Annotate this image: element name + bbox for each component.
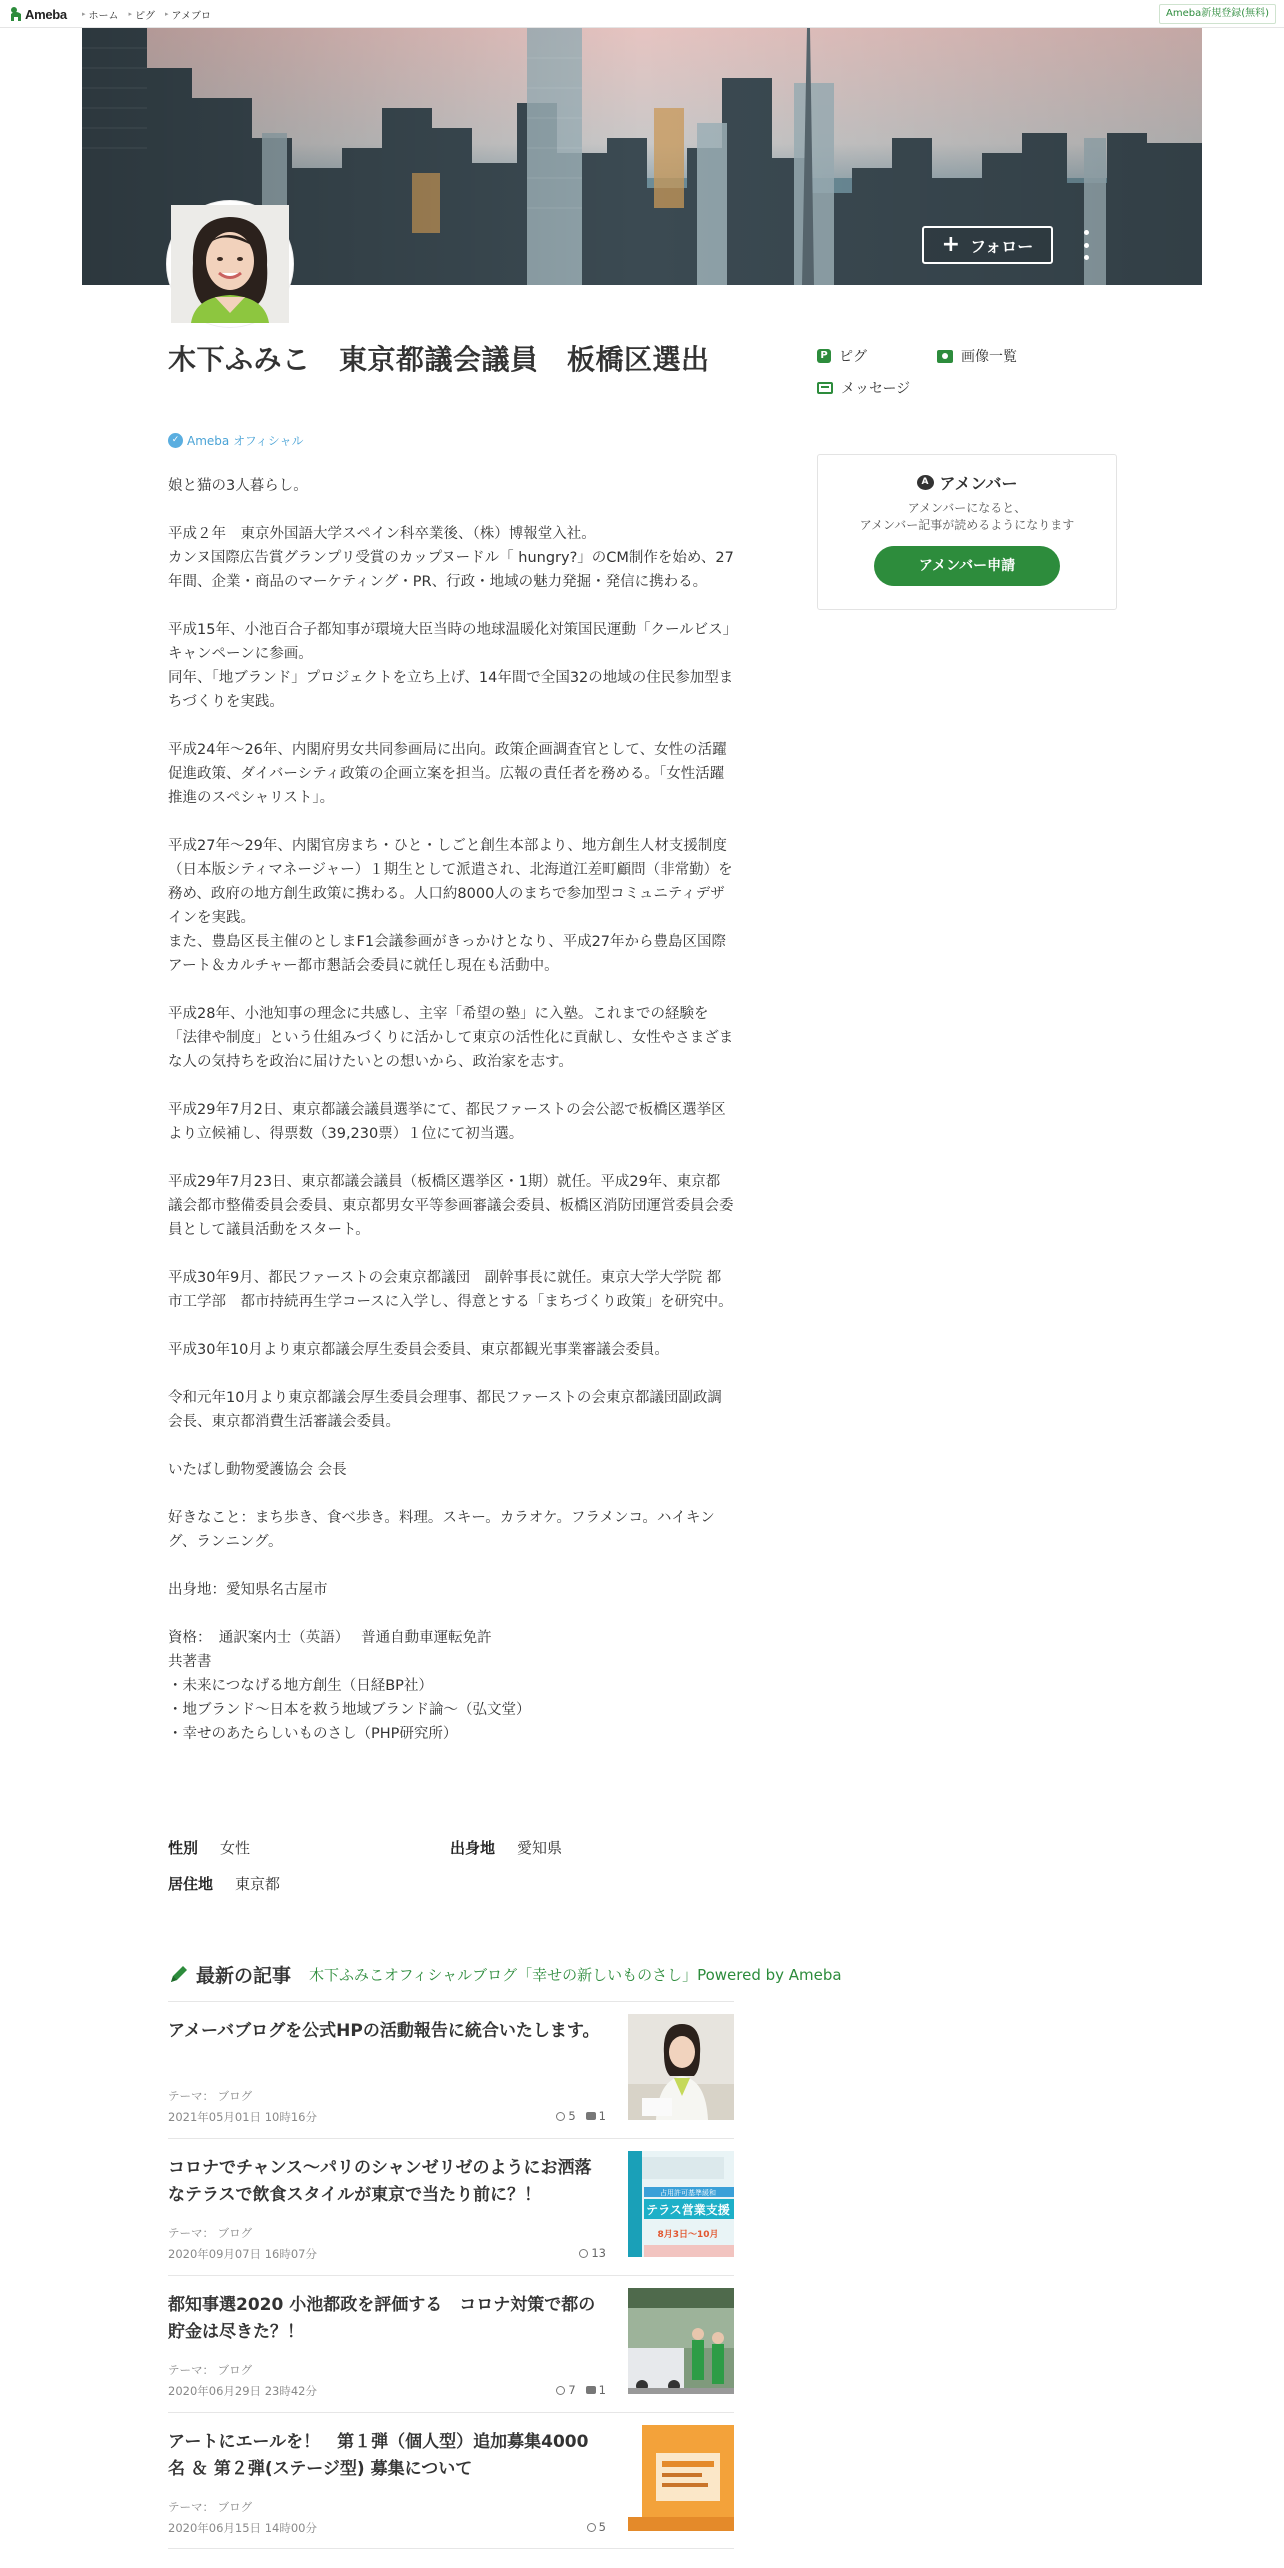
nav-ameblo[interactable] xyxy=(165,7,211,22)
like-count xyxy=(556,2109,575,2123)
sidebar-links xyxy=(817,340,1117,404)
thumbnail-art-yell xyxy=(628,2425,734,2531)
thumbnail-text: テラス営業支援 xyxy=(646,2203,730,2217)
article-stats xyxy=(556,2109,606,2123)
article-theme[interactable]: テーマ： ブログ xyxy=(168,2500,253,2514)
article-item[interactable] xyxy=(168,2412,734,2549)
sidebar-link-label: メッセージ xyxy=(841,381,911,397)
blog-name-link[interactable]: 木下ふみこオフィシャルブログ「幸せの新しいものさし」Powered by Ameba xyxy=(309,1965,842,1984)
comment-icon xyxy=(586,2112,596,2120)
profile-avatar[interactable] xyxy=(167,201,293,327)
article-date: 2020年06月29日 23時42分 xyxy=(168,2384,317,2398)
nav-home[interactable] xyxy=(82,7,119,22)
like-count xyxy=(587,2520,606,2534)
amember-title xyxy=(818,471,1116,494)
article-date: 2020年06月15日 14時00分 xyxy=(168,2521,317,2535)
more-dot-icon xyxy=(1084,255,1089,260)
amember-desc-line: アメンバーになると、 xyxy=(907,501,1027,515)
more-dot-icon xyxy=(1084,243,1089,248)
thumbnail-text: 8月3日～10月 xyxy=(657,2230,719,2240)
article-stats xyxy=(556,2383,606,2397)
like-count-value: 5 xyxy=(598,2520,606,2534)
article-list xyxy=(168,2001,734,2549)
global-header xyxy=(0,0,1284,28)
global-nav xyxy=(82,0,211,28)
nav-ameblo-label: アメブロ xyxy=(171,10,211,22)
sidebar-link-message[interactable] xyxy=(817,378,937,398)
official-badge[interactable] xyxy=(168,432,304,449)
caret-icon: ▸ xyxy=(128,10,133,18)
more-dot-icon xyxy=(1084,230,1089,235)
attr-value: 東京都 xyxy=(235,1874,281,1893)
article-item[interactable] xyxy=(168,2001,734,2138)
ameba-logo[interactable] xyxy=(9,5,67,23)
article-theme[interactable]: テーマ： ブログ xyxy=(168,2089,253,2103)
article-thumbnail[interactable] xyxy=(628,2425,734,2531)
like-icon xyxy=(556,2386,565,2395)
nav-home-label: ホーム xyxy=(88,10,119,22)
like-count-value: 5 xyxy=(568,2109,576,2123)
article-stats xyxy=(579,2246,606,2260)
ameba-logo-icon xyxy=(9,6,23,22)
amember-box xyxy=(817,454,1117,610)
thumbnail-text: 占用許可基準緩和 xyxy=(660,2189,716,2197)
article-thumbnail[interactable] xyxy=(628,2014,734,2120)
article-item[interactable] xyxy=(168,2138,734,2275)
more-menu-button[interactable] xyxy=(1078,230,1094,260)
register-button[interactable]: Ameba新規登録(無料) xyxy=(1159,4,1276,24)
plus-icon: + xyxy=(941,232,961,257)
amember-title-text: アメンバー xyxy=(939,474,1018,493)
article-stats xyxy=(587,2520,606,2534)
amember-apply-button[interactable]: アメンバー申請 xyxy=(874,546,1060,586)
comment-count-value: 1 xyxy=(598,2109,606,2123)
caret-icon: ▸ xyxy=(82,10,86,18)
amember-description xyxy=(818,500,1116,534)
avatar-image xyxy=(171,205,289,323)
attr-birthplace xyxy=(450,1837,732,1858)
article-theme[interactable]: テーマ： ブログ xyxy=(168,2226,253,2240)
ameba-logo-text: Ameba xyxy=(25,6,67,22)
message-icon xyxy=(817,382,833,394)
attr-value: 女性 xyxy=(220,1838,251,1857)
article-thumbnail[interactable] xyxy=(628,2151,734,2257)
article-item[interactable] xyxy=(168,2275,734,2412)
like-icon xyxy=(579,2249,588,2258)
article-theme[interactable]: テーマ： ブログ xyxy=(168,2363,253,2377)
article-date: 2020年09月07日 16時07分 xyxy=(168,2247,317,2261)
article-title[interactable]: アメーバブログを公式HPの活動報告に統合いたします。 xyxy=(168,2021,600,2041)
sidebar-link-label: 画像一覧 xyxy=(961,349,1017,365)
amember-icon: A xyxy=(917,475,934,490)
sidebar-link-label: ピグ xyxy=(839,349,867,365)
latest-articles-header xyxy=(168,1957,842,1991)
official-label: Ameba オフィシャル xyxy=(187,434,304,448)
article-date: 2021年05月01日 10時16分 xyxy=(168,2110,317,2124)
follow-button-label: フォロー xyxy=(970,236,1034,256)
sidebar-link-pigg[interactable] xyxy=(817,346,937,366)
like-count xyxy=(579,2246,606,2260)
nav-pigg[interactable] xyxy=(129,7,156,22)
like-count xyxy=(556,2383,575,2397)
attr-key: 性別 xyxy=(168,1838,199,1857)
profile-name: 木下ふみこ 東京都議会議員 板橋区選出 xyxy=(168,343,710,376)
official-icon: ✓ xyxy=(168,433,183,448)
pencil-icon xyxy=(168,1963,190,1985)
attr-gender xyxy=(168,1837,450,1858)
like-icon xyxy=(587,2523,596,2532)
like-count-value: 13 xyxy=(591,2246,606,2260)
comment-icon xyxy=(586,2386,596,2394)
attr-residence xyxy=(168,1873,450,1894)
thumbnail-street-campaign xyxy=(628,2288,734,2394)
comment-count-value: 1 xyxy=(598,2383,606,2397)
camera-icon xyxy=(937,350,953,363)
comment-count xyxy=(586,2109,606,2123)
attr-value: 愛知県 xyxy=(517,1838,563,1857)
latest-articles-title: 最新の記事 xyxy=(196,1964,292,1987)
thumbnail-photo-woman xyxy=(628,2014,734,2120)
amember-desc-line: アメンバー記事が読めるようになります xyxy=(859,518,1075,532)
like-icon xyxy=(556,2112,565,2121)
article-title[interactable]: 都知事選2020 小池都政を評価する コロナ対策で都の貯金は尽きた？！ xyxy=(168,2295,596,2342)
follow-button[interactable] xyxy=(922,226,1053,264)
sidebar-link-images[interactable] xyxy=(937,346,1057,366)
profile-attributes xyxy=(168,1829,734,1901)
comment-count xyxy=(586,2383,606,2397)
article-title[interactable]: コロナでチャンス〜パリのシャンゼリゼのようにお洒落なテラスで飲食スタイルが東京で当たり前に？！ xyxy=(168,2158,592,2205)
profile-bio: 娘と猫の3人暮らし。 平成２年 東京外国語大学スペイン科卒業後、（株）博報堂入社。 カンヌ国際広告賞グランプリ受賞のカップヌードル「 hungry?」のCM制作を始め、27年間、企業・商品のマーケティング・PR、行政・地域の魅力発掘・発信に携わる。 平成15年、小池百合子都知事が環境大臣当時の地球温暖化対策国民運動「クールビス」キャンペーンに参画。 同年、「地ブランド」プロジェクトを立ち上げ、14年間で全国32の地域の住民参加型まちづくりを実践。 平成24年～26年、内閣府男女共同参画局に出向。政策企画調査官として、女性の活躍促進政策、ダイバーシティ政策の企画立案を担当。広報の責任者を務める。「女性活躍推進のスペシャリスト」。 平成27年～29年、内閣官房まち・ひと・しごと創生本部より、地方創生人材支援制度（日本版シティマネージャー）１期生として派遣され、北海道江差町顧問（非常勤）を務め、政府の地方創生政策に携わる。人口約8000人のまちで参加型コミュニティデザインを実践。 また、豊島区長主催のとしまF1会議参画がきっかけとなり、平成27年から豊島区国際アート＆カルチャー都市懇話会委員に就任し現在も活動中。 平成28年、小池知事の理念に共感し、主宰「希望の塾」に入塾。これまでの経験を「法律や制度」という仕組みづくりに活かして東京の活性化に貢献し、女性やさまざまな人の気持ちを政治に届けたいとの想いから、政治家を志す。 平成29年7月2日、東京都議会議員選挙にて、都民ファーストの会公認で板橋区選挙区より立候補し、得票数（39,230票）１位にて初当選。 平成29年7月23日、東京都議会議員（板橋区選挙区・1期）就任。平成29年、東京都議会都市整備委員会委員、東京都男女平等参画審議会委員、板橋区消防団運営委員会委員として議員活動をスタート。 平成30年9月、都民ファーストの会東京都議団 副幹事長に就任。東京大学大学院 都市工学部 都市持続再生学コースに入学し、得意とする「まちづくり政策」を研究中。 平成30年10月より東京都議会厚生委員会委員、東京都観光事業審議会委員。 令和元年10月より東京都議会厚生委員会理事、都民ファーストの会東京都議団副政調会長、東京都消費生活審議会委員。 いたばし動物愛護協会 会長 好きなこと：まち歩き、食べ歩き。料理。スキー。カラオケ。フラメンコ。ハイキング、ランニング。 出身地：愛知県名古屋市 資格： 通訳案内士（英語） 普通自動車運転免許 共著書 ・未来につなげる地方創生（日経BP社） ・地ブランド〜日本を救う地域ブランド論〜（弘文堂） ・幸せのあたらしいものさし（PHP研究所） xyxy=(168,478,734,1742)
pigg-icon: P xyxy=(817,349,831,363)
nav-pigg-label: ピグ xyxy=(135,10,156,22)
like-count-value: 7 xyxy=(568,2383,576,2397)
attr-key: 居住地 xyxy=(168,1874,214,1893)
attr-key: 出身地 xyxy=(450,1838,496,1857)
thumbnail-terrace-poster xyxy=(628,2151,734,2257)
article-title[interactable]: アートにエールを！ 第１弾（個人型）追加募集4000名 ＆ 第２弾(ステージ型) 募集について xyxy=(168,2432,589,2479)
caret-icon: ▸ xyxy=(165,10,169,18)
article-thumbnail[interactable] xyxy=(628,2288,734,2394)
